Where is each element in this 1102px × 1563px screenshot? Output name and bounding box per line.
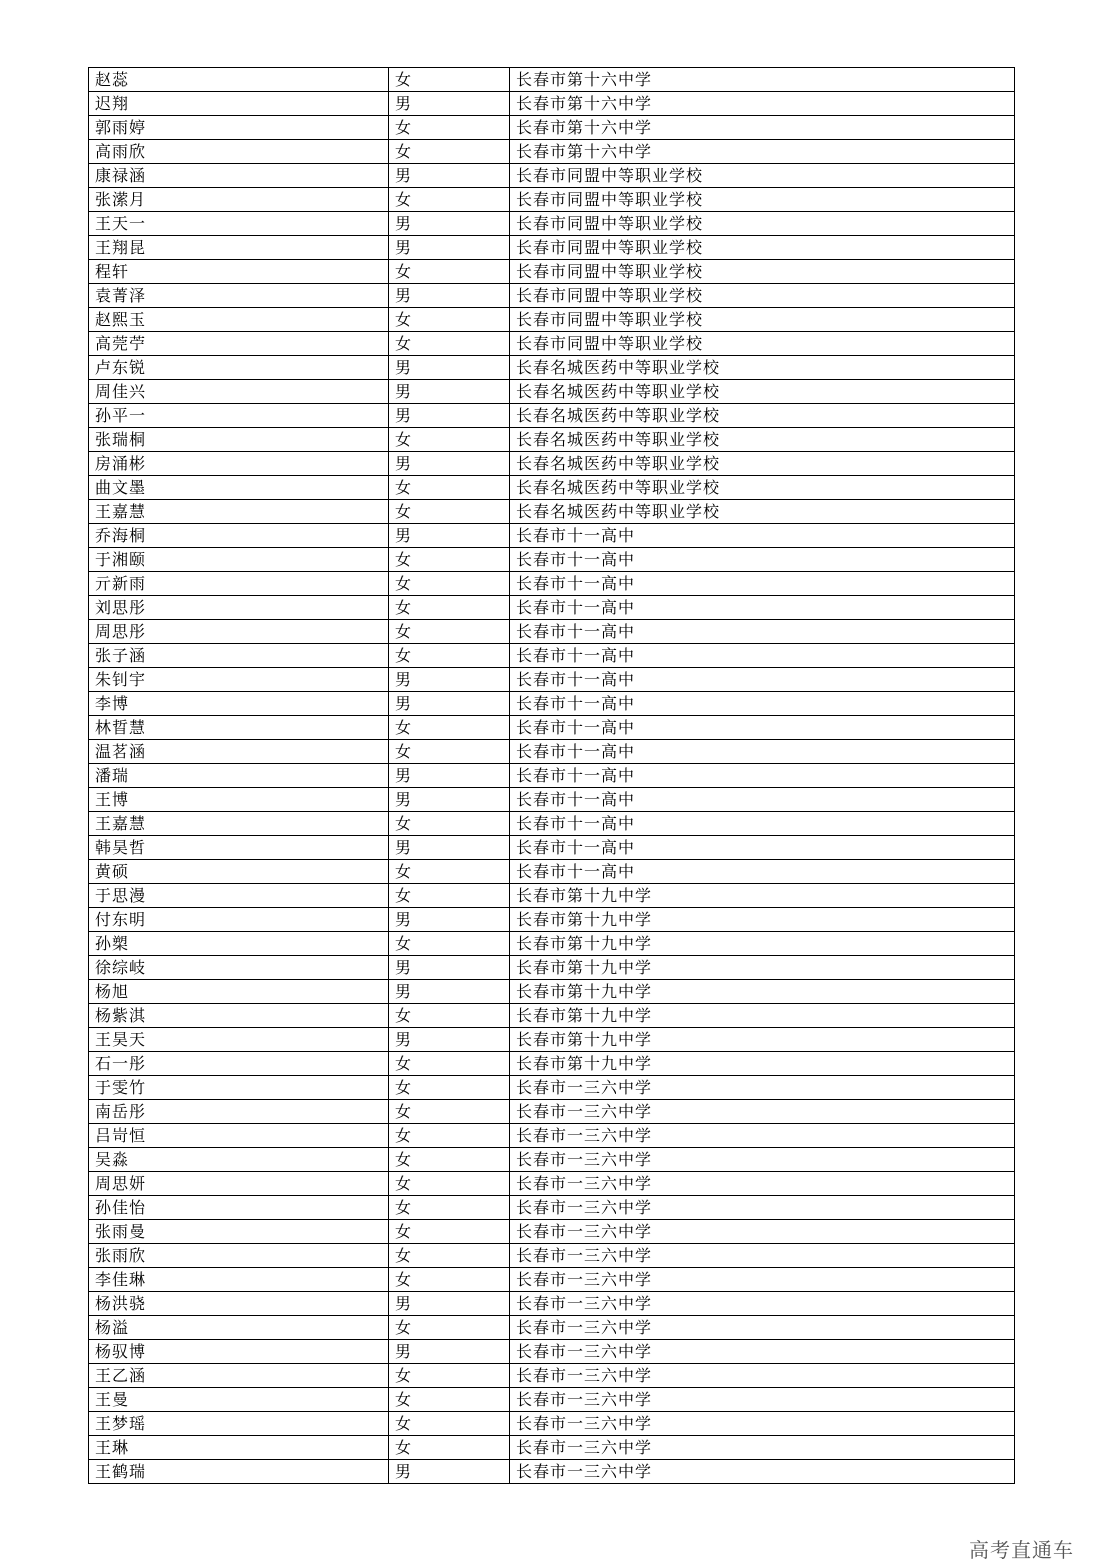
watermark-text: 高考直通车	[969, 1538, 1074, 1562]
school-cell: 长春名城医药中等职业学校	[510, 356, 1015, 380]
gender-cell: 女	[389, 1148, 510, 1172]
gender-cell: 女	[389, 884, 510, 908]
school-cell: 长春市十一高中	[510, 572, 1015, 596]
gender-cell: 男	[389, 908, 510, 932]
school-cell: 长春市十一高中	[510, 524, 1015, 548]
school-cell: 长春市一三六中学	[510, 1148, 1015, 1172]
table-row	[89, 620, 1015, 644]
student-name-cell: 王嘉慧	[89, 812, 389, 836]
student-name-cell: 房涌彬	[89, 452, 389, 476]
table-row	[89, 68, 1015, 92]
gender-cell: 男	[389, 452, 510, 476]
gender-cell: 男	[389, 212, 510, 236]
gender-cell: 男	[389, 764, 510, 788]
gender-cell: 女	[389, 500, 510, 524]
table-row	[89, 1028, 1015, 1052]
table-row	[89, 404, 1015, 428]
table-row	[89, 1412, 1015, 1436]
table-row	[89, 1148, 1015, 1172]
table-row	[89, 332, 1015, 356]
table-row	[89, 980, 1015, 1004]
table-row	[89, 1292, 1015, 1316]
student-name-cell: 张雨欣	[89, 1244, 389, 1268]
student-name-cell: 曲文墨	[89, 476, 389, 500]
gender-cell: 女	[389, 1172, 510, 1196]
school-cell: 长春市十一高中	[510, 668, 1015, 692]
gender-cell: 男	[389, 380, 510, 404]
table-row	[89, 1220, 1015, 1244]
school-cell: 长春市十一高中	[510, 548, 1015, 572]
school-cell: 长春市一三六中学	[510, 1268, 1015, 1292]
table-row	[89, 1340, 1015, 1364]
student-name-cell: 王梦瑶	[89, 1412, 389, 1436]
table-row	[89, 908, 1015, 932]
school-cell: 长春市同盟中等职业学校	[510, 308, 1015, 332]
table-row	[89, 356, 1015, 380]
student-name-cell: 杨驭博	[89, 1340, 389, 1364]
student-name-cell: 周佳兴	[89, 380, 389, 404]
gender-cell: 女	[389, 116, 510, 140]
gender-cell: 女	[389, 308, 510, 332]
table-row	[89, 1316, 1015, 1340]
student-roster-table	[88, 67, 1015, 1484]
student-name-cell: 张潆月	[89, 188, 389, 212]
school-cell: 长春市第十九中学	[510, 1028, 1015, 1052]
student-name-cell: 程轩	[89, 260, 389, 284]
gender-cell: 女	[389, 860, 510, 884]
school-cell: 长春市第十六中学	[510, 140, 1015, 164]
student-name-cell: 王嘉慧	[89, 500, 389, 524]
gender-cell: 女	[389, 68, 510, 92]
school-cell: 长春市一三六中学	[510, 1196, 1015, 1220]
table-row	[89, 260, 1015, 284]
student-name-cell: 孙平一	[89, 404, 389, 428]
school-cell: 长春市一三六中学	[510, 1076, 1015, 1100]
table-row	[89, 692, 1015, 716]
school-cell: 长春市第十六中学	[510, 68, 1015, 92]
gender-cell: 男	[389, 668, 510, 692]
table-row	[89, 1268, 1015, 1292]
gender-cell: 女	[389, 644, 510, 668]
student-name-cell: 杨溢	[89, 1316, 389, 1340]
table-row	[89, 284, 1015, 308]
gender-cell: 男	[389, 788, 510, 812]
school-cell: 长春市一三六中学	[510, 1220, 1015, 1244]
school-cell: 长春名城医药中等职业学校	[510, 428, 1015, 452]
student-name-cell: 林晢慧	[89, 716, 389, 740]
table-row	[89, 812, 1015, 836]
school-cell: 长春市十一高中	[510, 596, 1015, 620]
student-name-cell: 王博	[89, 788, 389, 812]
student-name-cell: 南岳彤	[89, 1100, 389, 1124]
gender-cell: 男	[389, 980, 510, 1004]
school-cell: 长春市十一高中	[510, 692, 1015, 716]
student-name-cell: 付东明	[89, 908, 389, 932]
student-name-cell: 杨洪骁	[89, 1292, 389, 1316]
table-row	[89, 92, 1015, 116]
gender-cell: 女	[389, 1004, 510, 1028]
school-cell: 长春市一三六中学	[510, 1124, 1015, 1148]
student-name-cell: 徐综岐	[89, 956, 389, 980]
school-cell: 长春市一三六中学	[510, 1412, 1015, 1436]
gender-cell: 女	[389, 188, 510, 212]
table-row	[89, 788, 1015, 812]
gender-cell: 女	[389, 1076, 510, 1100]
gender-cell: 男	[389, 956, 510, 980]
school-cell: 长春市一三六中学	[510, 1316, 1015, 1340]
gender-cell: 男	[389, 1292, 510, 1316]
school-cell: 长春名城医药中等职业学校	[510, 380, 1015, 404]
table-row	[89, 188, 1015, 212]
school-cell: 长春市第十九中学	[510, 932, 1015, 956]
gender-cell: 女	[389, 1244, 510, 1268]
school-cell: 长春市一三六中学	[510, 1460, 1015, 1484]
gender-cell: 女	[389, 476, 510, 500]
school-cell: 长春市同盟中等职业学校	[510, 260, 1015, 284]
table-row	[89, 212, 1015, 236]
school-cell: 长春市一三六中学	[510, 1172, 1015, 1196]
student-name-cell: 周思妍	[89, 1172, 389, 1196]
student-name-cell: 杨旭	[89, 980, 389, 1004]
table-row	[89, 956, 1015, 980]
gender-cell: 女	[389, 932, 510, 956]
table-row	[89, 932, 1015, 956]
student-name-cell: 吕岢恒	[89, 1124, 389, 1148]
school-cell: 长春市十一高中	[510, 740, 1015, 764]
school-cell: 长春市十一高中	[510, 644, 1015, 668]
table-row	[89, 764, 1015, 788]
student-name-cell: 杨紫淇	[89, 1004, 389, 1028]
school-cell: 长春市一三六中学	[510, 1436, 1015, 1460]
school-cell: 长春市十一高中	[510, 788, 1015, 812]
student-name-cell: 于思漫	[89, 884, 389, 908]
student-name-cell: 于雯竹	[89, 1076, 389, 1100]
gender-cell: 女	[389, 548, 510, 572]
gender-cell: 女	[389, 1364, 510, 1388]
gender-cell: 女	[389, 740, 510, 764]
school-cell: 长春市第十九中学	[510, 1052, 1015, 1076]
gender-cell: 男	[389, 1460, 510, 1484]
gender-cell: 男	[389, 836, 510, 860]
gender-cell: 女	[389, 428, 510, 452]
student-name-cell: 王乙涵	[89, 1364, 389, 1388]
gender-cell: 女	[389, 1100, 510, 1124]
student-name-cell: 孙槊	[89, 932, 389, 956]
table-row	[89, 1124, 1015, 1148]
table-row	[89, 428, 1015, 452]
school-cell: 长春名城医药中等职业学校	[510, 476, 1015, 500]
student-name-cell: 朱钊宇	[89, 668, 389, 692]
gender-cell: 女	[389, 1220, 510, 1244]
student-name-cell: 李佳琳	[89, 1268, 389, 1292]
student-name-cell: 张子涵	[89, 644, 389, 668]
school-cell: 长春市十一高中	[510, 764, 1015, 788]
table-row	[89, 1196, 1015, 1220]
table-row	[89, 716, 1015, 740]
student-name-cell: 高莞苧	[89, 332, 389, 356]
gender-cell: 男	[389, 524, 510, 548]
gender-cell: 女	[389, 1124, 510, 1148]
gender-cell: 女	[389, 260, 510, 284]
school-cell: 长春市一三六中学	[510, 1100, 1015, 1124]
table-row	[89, 236, 1015, 260]
school-cell: 长春市第十九中学	[510, 884, 1015, 908]
student-name-cell: 韩昊哲	[89, 836, 389, 860]
school-cell: 长春市一三六中学	[510, 1292, 1015, 1316]
student-name-cell: 高雨欣	[89, 140, 389, 164]
school-cell: 长春市第十九中学	[510, 908, 1015, 932]
gender-cell: 男	[389, 1028, 510, 1052]
table-row	[89, 380, 1015, 404]
school-cell: 长春市第十六中学	[510, 116, 1015, 140]
student-name-cell: 郭雨婷	[89, 116, 389, 140]
student-name-cell: 于湘颐	[89, 548, 389, 572]
school-cell: 长春市十一高中	[510, 836, 1015, 860]
student-name-cell: 孙佳怡	[89, 1196, 389, 1220]
student-name-cell: 温茗涵	[89, 740, 389, 764]
school-cell: 长春市同盟中等职业学校	[510, 284, 1015, 308]
student-name-cell: 王鹤瑞	[89, 1460, 389, 1484]
school-cell: 长春名城医药中等职业学校	[510, 452, 1015, 476]
school-cell: 长春市同盟中等职业学校	[510, 164, 1015, 188]
school-cell: 长春市一三六中学	[510, 1364, 1015, 1388]
student-name-cell: 李博	[89, 692, 389, 716]
student-name-cell: 赵蕊	[89, 68, 389, 92]
school-cell: 长春市十一高中	[510, 620, 1015, 644]
table-row	[89, 308, 1015, 332]
table-row	[89, 836, 1015, 860]
student-name-cell: 石一彤	[89, 1052, 389, 1076]
student-name-cell: 亓新雨	[89, 572, 389, 596]
gender-cell: 女	[389, 1316, 510, 1340]
school-cell: 长春市第十九中学	[510, 980, 1015, 1004]
table-row	[89, 452, 1015, 476]
table-row	[89, 572, 1015, 596]
gender-cell: 男	[389, 404, 510, 428]
gender-cell: 男	[389, 1340, 510, 1364]
table-row	[89, 476, 1015, 500]
table-row	[89, 860, 1015, 884]
student-name-cell: 吴淼	[89, 1148, 389, 1172]
student-name-cell: 王天一	[89, 212, 389, 236]
gender-cell: 女	[389, 596, 510, 620]
gender-cell: 女	[389, 1412, 510, 1436]
gender-cell: 女	[389, 716, 510, 740]
school-cell: 长春名城医药中等职业学校	[510, 404, 1015, 428]
table-row	[89, 116, 1015, 140]
student-name-cell: 乔海桐	[89, 524, 389, 548]
student-name-cell: 潘瑞	[89, 764, 389, 788]
table-row	[89, 596, 1015, 620]
table-row	[89, 1460, 1015, 1484]
gender-cell: 女	[389, 1268, 510, 1292]
gender-cell: 女	[389, 1052, 510, 1076]
gender-cell: 男	[389, 236, 510, 260]
school-cell: 长春市同盟中等职业学校	[510, 332, 1015, 356]
table-row	[89, 1388, 1015, 1412]
student-name-cell: 迟翔	[89, 92, 389, 116]
gender-cell: 女	[389, 812, 510, 836]
gender-cell: 女	[389, 332, 510, 356]
school-cell: 长春市同盟中等职业学校	[510, 188, 1015, 212]
school-cell: 长春市十一高中	[510, 860, 1015, 884]
student-name-cell: 王昊天	[89, 1028, 389, 1052]
table-row	[89, 1100, 1015, 1124]
table-row	[89, 1004, 1015, 1028]
table-row	[89, 1052, 1015, 1076]
school-cell: 长春市同盟中等职业学校	[510, 236, 1015, 260]
table-row	[89, 644, 1015, 668]
table-row	[89, 1364, 1015, 1388]
student-name-cell: 赵熙玉	[89, 308, 389, 332]
table-row	[89, 548, 1015, 572]
table-row	[89, 740, 1015, 764]
student-name-cell: 康禄涵	[89, 164, 389, 188]
school-cell: 长春市一三六中学	[510, 1244, 1015, 1268]
table-row	[89, 1172, 1015, 1196]
gender-cell: 男	[389, 92, 510, 116]
table-row	[89, 668, 1015, 692]
student-name-cell: 黄硕	[89, 860, 389, 884]
gender-cell: 女	[389, 620, 510, 644]
school-cell: 长春市一三六中学	[510, 1340, 1015, 1364]
gender-cell: 男	[389, 164, 510, 188]
school-cell: 长春市十一高中	[510, 716, 1015, 740]
table-row	[89, 500, 1015, 524]
student-name-cell: 王翔昆	[89, 236, 389, 260]
gender-cell: 女	[389, 572, 510, 596]
student-name-cell: 卢东锐	[89, 356, 389, 380]
student-name-cell: 袁菁泽	[89, 284, 389, 308]
student-name-cell: 王曼	[89, 1388, 389, 1412]
roster-body	[89, 68, 1015, 1484]
table-row	[89, 1244, 1015, 1268]
student-name-cell: 王琳	[89, 1436, 389, 1460]
student-name-cell: 张雨曼	[89, 1220, 389, 1244]
gender-cell: 女	[389, 140, 510, 164]
school-cell: 长春市同盟中等职业学校	[510, 212, 1015, 236]
gender-cell: 女	[389, 1388, 510, 1412]
student-name-cell: 周思彤	[89, 620, 389, 644]
school-cell: 长春市十一高中	[510, 812, 1015, 836]
school-cell: 长春名城医药中等职业学校	[510, 500, 1015, 524]
student-name-cell: 张瑞桐	[89, 428, 389, 452]
school-cell: 长春市一三六中学	[510, 1388, 1015, 1412]
table-row	[89, 884, 1015, 908]
table-row	[89, 524, 1015, 548]
gender-cell: 男	[389, 356, 510, 380]
table-row	[89, 1076, 1015, 1100]
school-cell: 长春市第十六中学	[510, 92, 1015, 116]
school-cell: 长春市第十九中学	[510, 1004, 1015, 1028]
student-name-cell: 刘思彤	[89, 596, 389, 620]
gender-cell: 男	[389, 284, 510, 308]
table-row	[89, 1436, 1015, 1460]
gender-cell: 女	[389, 1436, 510, 1460]
table-row	[89, 140, 1015, 164]
gender-cell: 女	[389, 1196, 510, 1220]
gender-cell: 男	[389, 692, 510, 716]
table-row	[89, 164, 1015, 188]
school-cell: 长春市第十九中学	[510, 956, 1015, 980]
